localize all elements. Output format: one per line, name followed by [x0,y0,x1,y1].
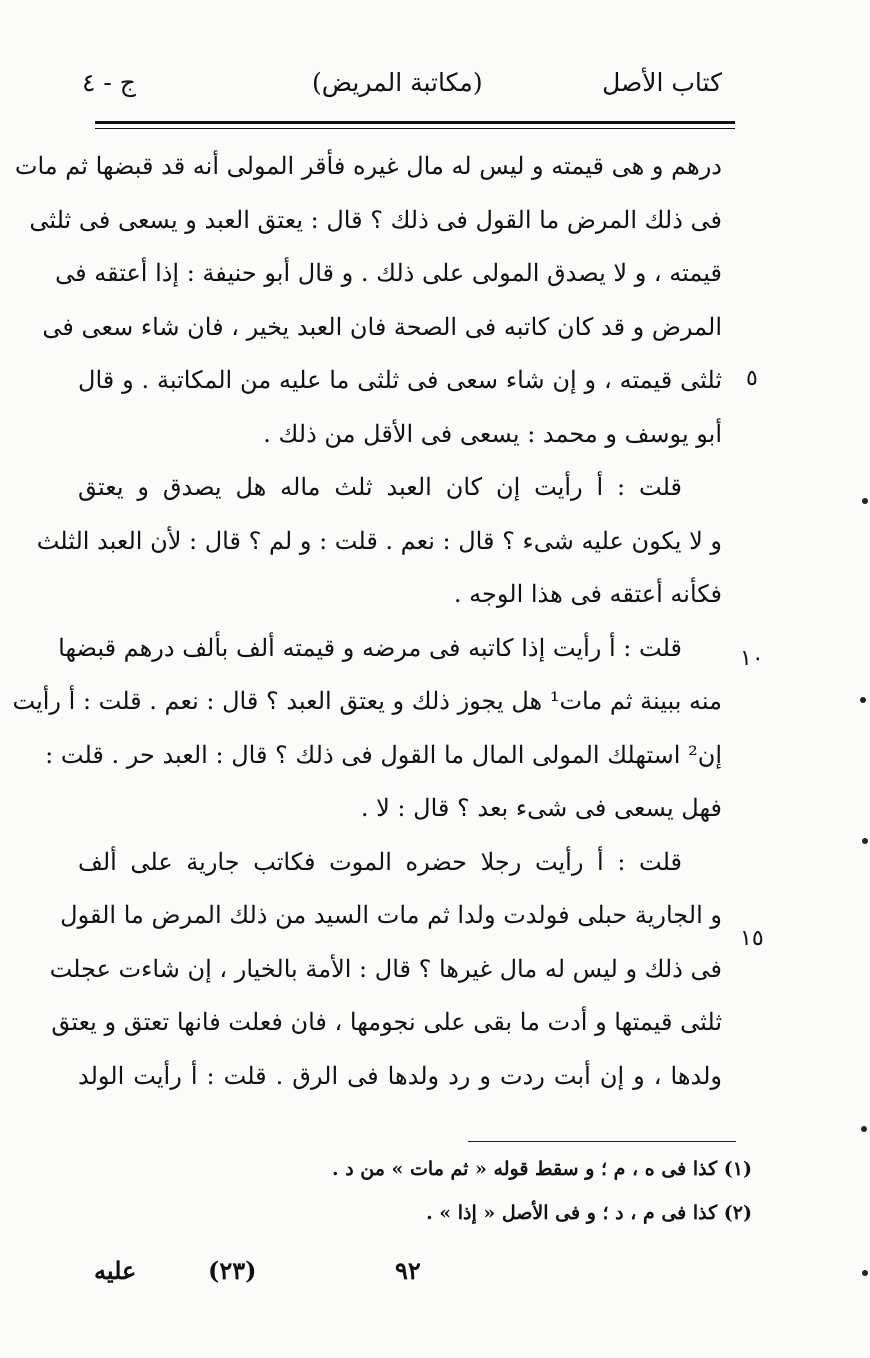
text-line: ثلثى قيمته ، و إن شاء سعى فى ثلثى ما عليه من المكاتبة . و قال [78,366,722,394]
line-number: ١٠ [740,646,764,671]
header-rule-thin [95,128,735,129]
text-line: و الجارية حبلى فولدت ولدا ثم مات السيد من ذلك المرض ما القول [60,901,722,929]
line-number: ١٥ [740,926,764,951]
signature-mark: (٢٣) [208,1256,257,1285]
text-line: فكأنه أعتقه فى هذا الوجه . [453,580,722,608]
line-number: ٥ [746,366,758,391]
text-line: قلت : أ رأيت إن كان العبد ثلث ماله هل يصدق و يعتق [78,473,682,501]
scan-speck [862,1270,868,1276]
text-line: و لا يكون عليه شىء ؟ قال : نعم . قلت : و لم ؟ قال : لأن العبد الثلث [36,526,722,555]
text-line: إن² استهلك المولى المال ما القول فى ذلك ؟ قال : العبد حر . قلت : [45,740,722,769]
scan-speck [860,697,866,703]
footnote: (٢) كذا فى م ، د ؛ و فى الأصل « إذا » . [426,1202,752,1224]
page-number: ٩٢ [395,1256,421,1285]
text-line: قلت : أ رأيت إذا كاتبه فى مرضه و قيمته ألف بألف درهم قبضها [58,633,682,662]
chapter-title: (مكاتبة المريض) [312,68,483,97]
text-line: قيمته ، و لا يصدق المولى على ذلك . و قال أبو حنيفة : إذا أعتقه فى [55,259,722,287]
main-text [12,140,722,1103]
text-line: أبو يوسف و محمد : يسعى فى الأقل من ذلك . [263,419,722,448]
catchword: عليه [94,1256,137,1285]
text-line: قلت : أ رأيت رجلا حضره الموت فكاتب جارية على ألف [78,847,682,876]
scan-speck [862,498,868,504]
text-line: فهل يسعى فى شىء بعد ؟ قال : لا . [360,794,722,822]
volume-number: ج - ٤ [82,68,136,97]
text-line: منه ببينة ثم مات¹ هل يجوز ذلك و يعتق العبد ؟ قال : نعم . قلت : أ رأيت [12,687,722,715]
scan-speck [861,1126,867,1132]
scan-speck [862,838,868,844]
header-rule-thick [95,121,735,124]
text-line: فى ذلك المرض ما القول فى ذلك ؟ قال : يعتق العبد و يسعى فى ثلثى [29,205,722,234]
footnote: (١) كذا فى ه ، م ؛ و سقط قوله « ثم مات » من د . [331,1158,752,1180]
text-line: ولدها ، و إن أبت ردت و رد ولدها فى الرق . قلت : أ رأيت الولد [78,1061,722,1090]
running-header [82,68,722,112]
text-line: ثلثى قيمتها و أدت ما بقى على نجومها ، فان فعلت فانها تعتق و يعتق [51,1008,722,1036]
text-line: المرض و قد كان كاتبه فى الصحة فان العبد يخير ، فان شاء سعى فى [42,312,722,341]
footnote-rule [468,1141,736,1142]
text-line: فى ذلك و ليس له مال غيرها ؟ قال : الأمة بالخيار ، إن شاءت عجلت [49,954,722,983]
text-line: درهم و هى قيمته و ليس له مال غيره فأقر المولى أنه قد قبضها ثم مات [14,152,722,180]
book-title: كتاب الأصل [602,68,722,97]
